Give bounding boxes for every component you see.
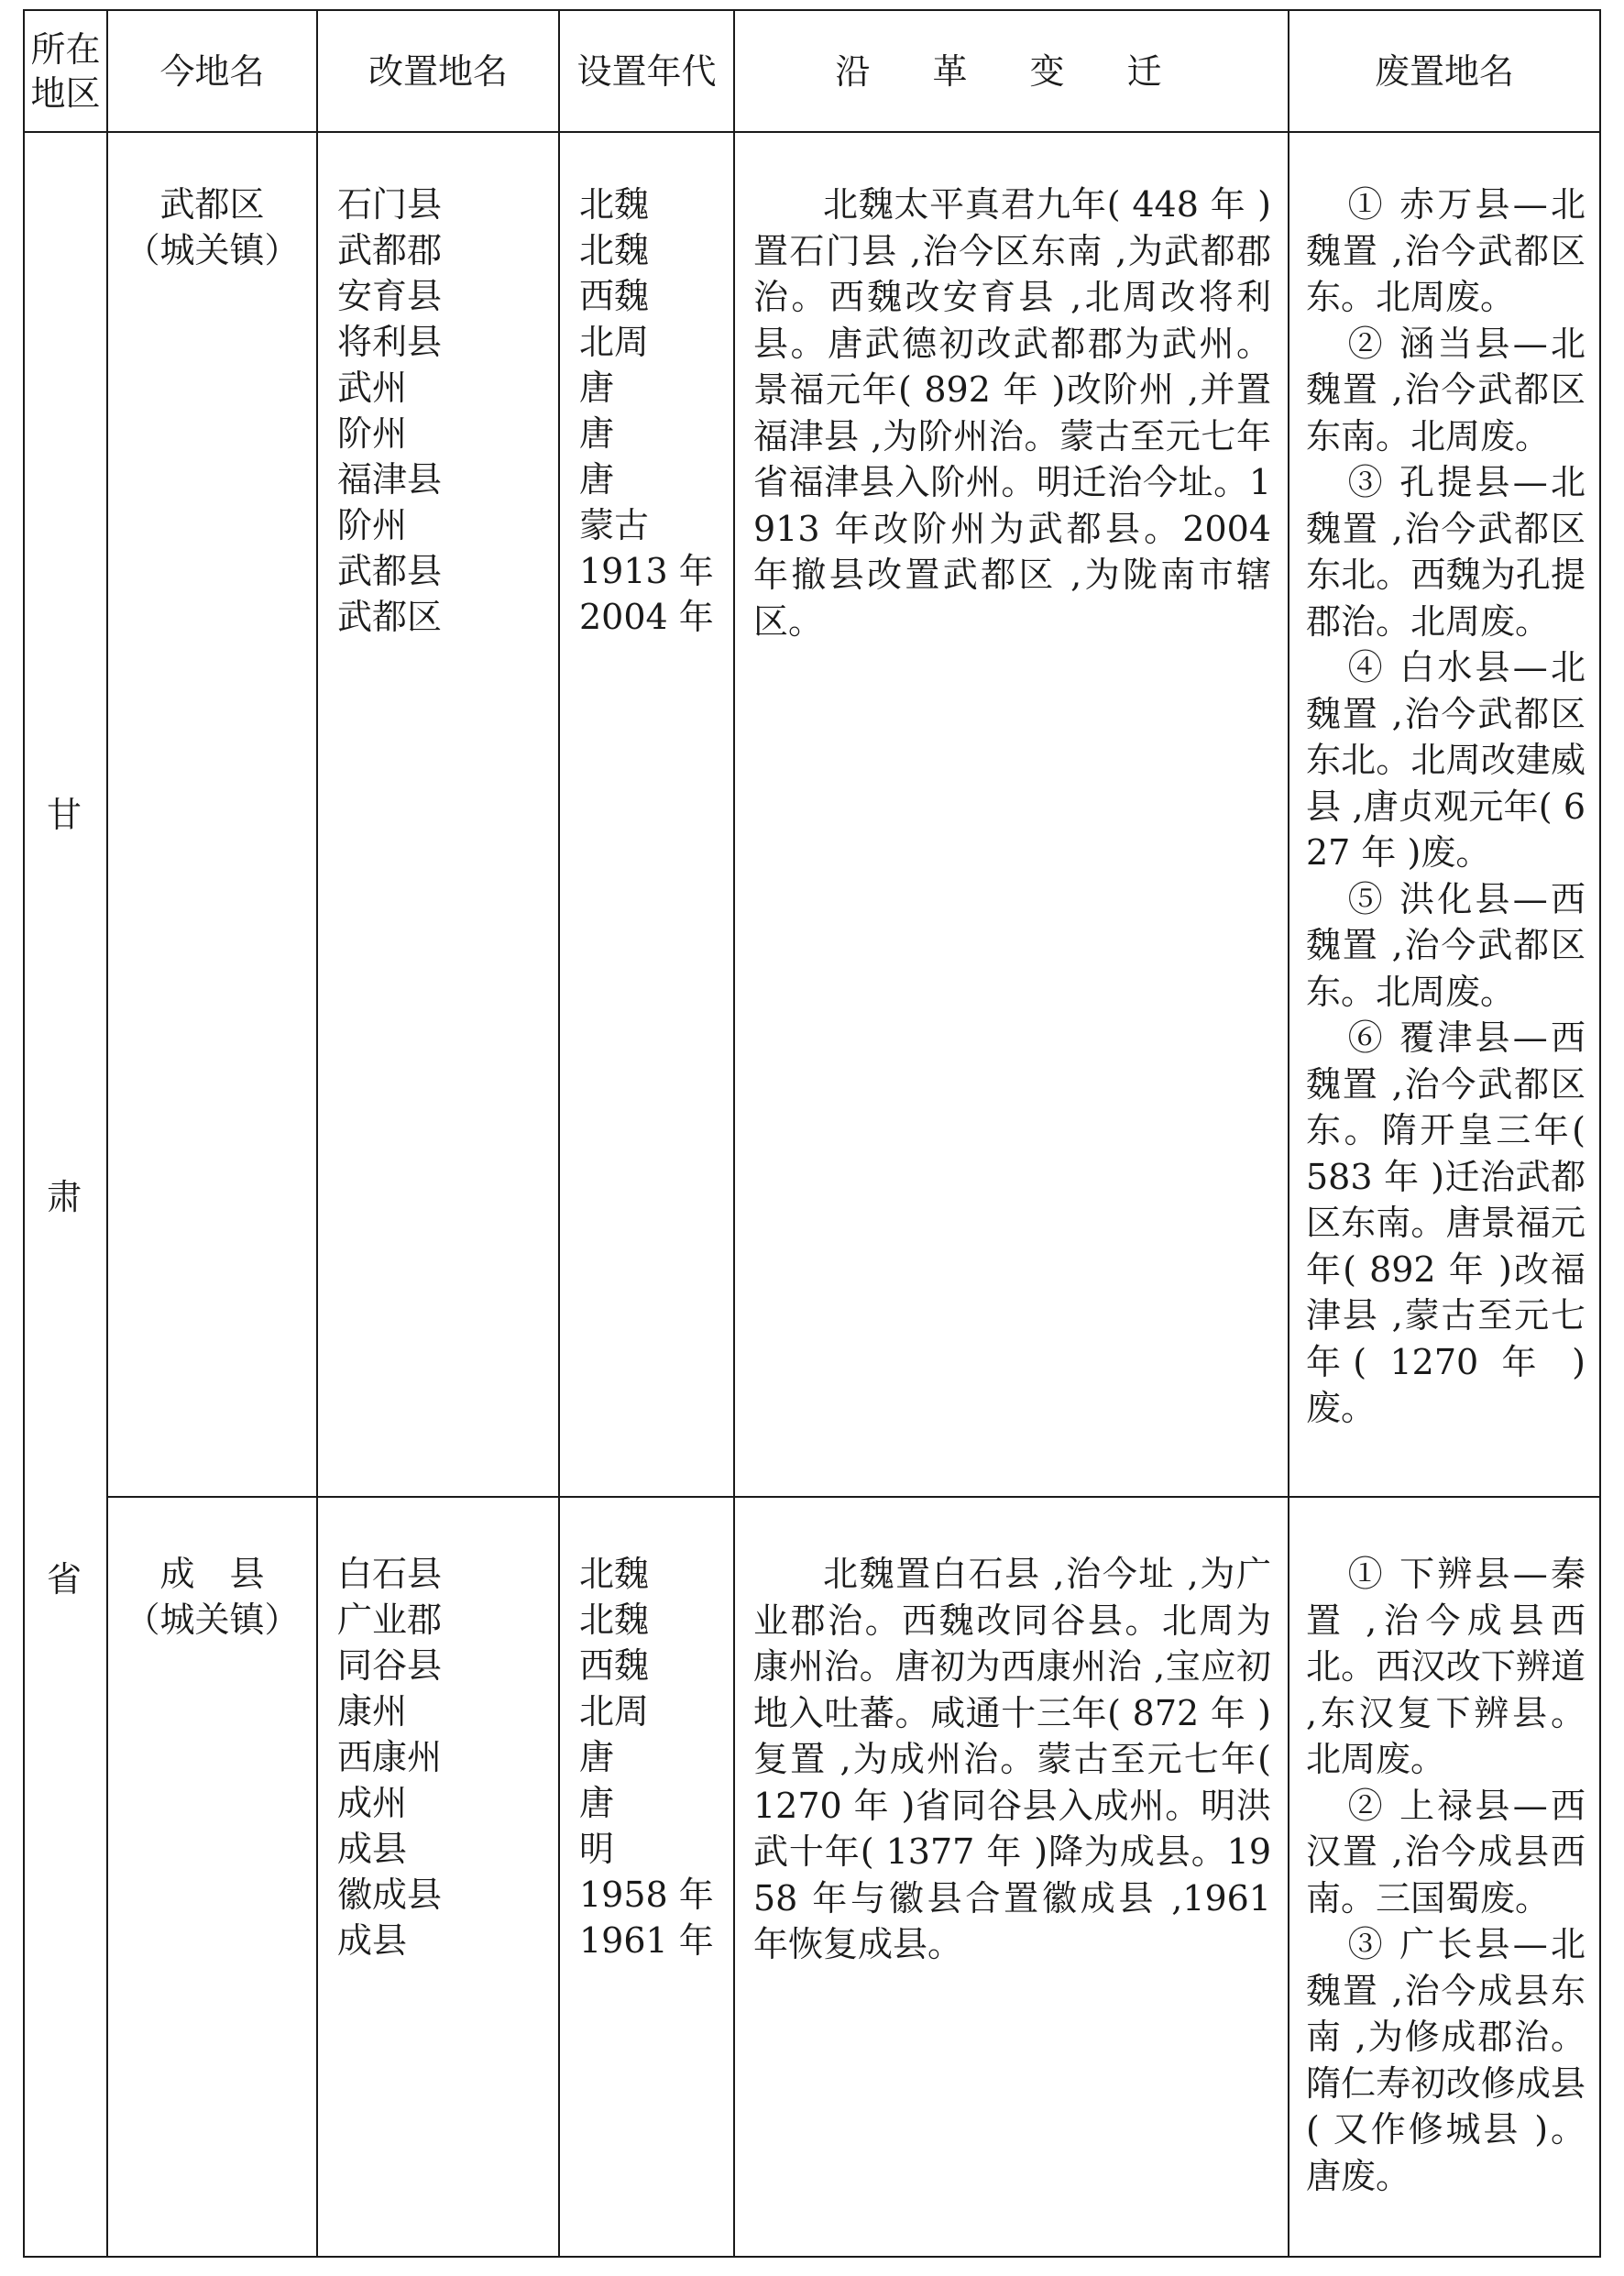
column-divider	[1288, 9, 1289, 2258]
row2-changed-names	[337, 1551, 548, 1963]
row2-eras	[579, 1551, 730, 1963]
header-bottom-border	[23, 131, 1601, 133]
row2-abolished	[1306, 1551, 1586, 2199]
list-item: 徽成县	[337, 1875, 443, 1915]
list-item: 成州	[337, 1783, 408, 1823]
list-item: 武都区	[337, 597, 443, 637]
header-changed-name: 改置地名	[368, 50, 508, 92]
abolished-item: ① 下辨县—秦置 ,治今成县西北。西汉改下辨道 ,东汉复下辨县。北周废。	[1306, 1554, 1586, 1779]
list-item: 北魏	[579, 1554, 650, 1594]
abolished-item: ② 涵当县—北魏置 ,治今武都区东南。北周废。	[1306, 323, 1586, 456]
list-item: 将利县	[337, 322, 443, 362]
list-item: 北魏	[579, 230, 650, 270]
header-history: 沿 革 变 迁	[835, 50, 1188, 92]
list-item: 成县	[337, 1920, 408, 1961]
list-item: 安育县	[337, 276, 443, 316]
list-item: 唐	[579, 459, 615, 500]
province-char: 肃	[46, 1177, 82, 1217]
list-item: 1913 年	[579, 551, 714, 591]
list-item: 西魏	[579, 276, 650, 316]
header-era: 设置年代	[576, 50, 717, 92]
list-item: 同谷县	[337, 1645, 443, 1686]
list-item: 1958 年	[579, 1875, 714, 1915]
row2-history	[753, 1551, 1271, 1968]
list-item: 武都郡	[337, 230, 443, 270]
list-item: 武都县	[337, 551, 443, 591]
list-item: 武州	[337, 368, 408, 408]
list-item: 阶州	[337, 413, 408, 454]
row1-abolished	[1306, 181, 1586, 1432]
column-divider	[558, 9, 560, 2258]
modern-name: 成 县	[159, 1554, 265, 1594]
column-divider	[733, 9, 735, 2258]
list-item: 广业郡	[337, 1600, 443, 1640]
abolished-item: ① 赤万县—北魏置 ,治今武都区东。北周废。	[1306, 184, 1586, 317]
header-region	[25, 11, 106, 131]
abolished-item: ⑥ 覆津县—西魏置 ,治今武都区东。隋开皇三年( 583 年 )迁治武都区东南。唐景福元年( 892 年 )改福津县 ,蒙古至元七年( 1270 年 )废。	[1306, 1017, 1586, 1428]
province-char: 甘	[46, 795, 82, 835]
list-item: 阶州	[337, 505, 408, 545]
row1-modern-name	[108, 181, 316, 273]
table-right-border	[1599, 9, 1601, 2258]
table-left-border	[23, 9, 25, 2258]
abolished-item: ⑤ 洪化县—西魏置 ,治今武都区东。北周废。	[1306, 878, 1586, 1012]
list-item: 白石县	[337, 1554, 443, 1594]
column-divider	[316, 9, 318, 2258]
header-abolished: 废置地名	[1374, 50, 1514, 92]
modern-name-sub: （城关镇）	[125, 1600, 300, 1640]
list-item: 1961 年	[579, 1920, 714, 1961]
list-item: 唐	[579, 368, 615, 408]
list-item: 2004 年	[579, 597, 714, 637]
abolished-item: ④ 白水县—北魏置 ,治今武都区东北。北周改建威县 ,唐贞观元年( 627 年 )废。	[1306, 647, 1586, 873]
list-item: 西魏	[579, 1645, 650, 1686]
modern-name: 武都区	[159, 184, 265, 225]
row1-eras	[579, 181, 730, 640]
modern-name-sub: （城关镇）	[125, 230, 300, 270]
list-item: 唐	[579, 1737, 615, 1777]
list-item: 唐	[579, 1783, 615, 1823]
abolished-item: ③ 广长县—北魏置 ,治今成县东南 ,为修成郡治。隋仁寿初改修成县( 又作修城县 )。唐废。	[1306, 1924, 1586, 2196]
list-item: 成县	[337, 1829, 408, 1869]
history-text: 北魏太平真君九年( 448 年 )置石门县 ,治今区东南 ,为武都郡治。西魏改安育县 ,北周改将利县。唐武德初改武都郡为武州。景福元年( 892 年 )改阶州 ,并置福津县 ,为阶州治。蒙古至元七年省福津县入阶州。明迁治今址。1913 年改阶州为武都县。2004 年撤县改置武都区 ,为陇南市辖区。	[753, 184, 1271, 642]
list-item: 北魏	[579, 1600, 650, 1640]
abolished-item: ② 上禄县—西汉置 ,治今成县西南。三国蜀废。	[1306, 1785, 1586, 1919]
table-bottom-border	[23, 2256, 1601, 2258]
row-divider	[106, 1496, 1601, 1498]
list-item: 石门县	[337, 184, 443, 225]
row1-changed-names	[337, 181, 548, 640]
list-item: 康州	[337, 1691, 408, 1732]
abolished-item: ③ 孔提县—北魏置 ,治今武都区东北。西魏为孔提郡治。北周废。	[1306, 462, 1586, 642]
list-item: 唐	[579, 413, 615, 454]
list-item: 福津县	[337, 459, 443, 500]
column-divider	[106, 9, 108, 2258]
list-item: 北周	[579, 322, 650, 362]
row1-history	[753, 181, 1271, 644]
list-item: 蒙古	[579, 505, 650, 545]
row2-modern-name	[108, 1551, 316, 1643]
header-modern-name: 今地名	[159, 50, 265, 92]
history-text: 北魏置白石县 ,治今址 ,为广业郡治。西魏改同谷县。北周为康州治。唐初为西康州治 ,宝应初地入吐蕃。咸通十三年( 872 年 )复置 ,为成州治。蒙古至元七年( 1270 年 )省同谷县入成州。明洪武十年( 1377 年 )降为成县。1958 年与徽县合置徽成县 ,1961 年恢复成县。	[753, 1554, 1271, 1964]
province-char: 省	[46, 1559, 82, 1600]
list-item: 北周	[579, 1691, 650, 1732]
list-item: 北魏	[579, 184, 650, 225]
header-region-text: 所在地区	[30, 28, 101, 114]
list-item: 西康州	[337, 1737, 443, 1777]
list-item: 明	[579, 1829, 615, 1869]
